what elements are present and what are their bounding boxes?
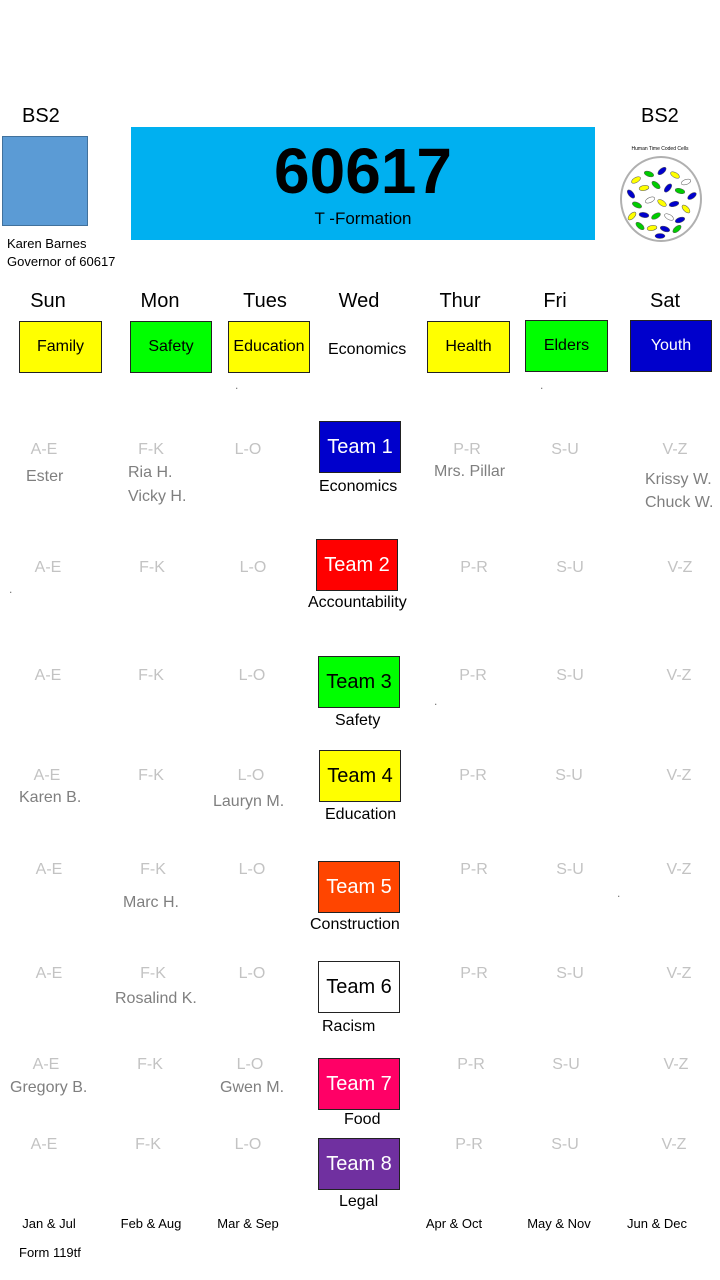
member-name: Rosalind K. xyxy=(115,990,197,1007)
formation-subtitle: T -Formation xyxy=(314,209,412,228)
range-v-z: V-Z xyxy=(661,1136,687,1153)
range-f-k: F-K xyxy=(139,559,165,576)
range-a-e: A-E xyxy=(35,861,63,878)
range-f-k: F-K xyxy=(140,965,166,982)
range-s-u: S-U xyxy=(556,861,584,878)
stray-dot: . xyxy=(9,582,13,596)
member-name: Lauryn M. xyxy=(213,793,285,810)
member-name: Gregory B. xyxy=(10,1079,88,1096)
theme-education: Education xyxy=(228,321,310,373)
zip-code-title: 60617 xyxy=(274,135,452,207)
team-6-box: Team 6 xyxy=(318,961,400,1013)
range-l-o: L-O xyxy=(238,861,266,878)
range-p-r: P-R xyxy=(459,767,487,784)
day-sat: Sat xyxy=(649,290,681,312)
range-v-z: V-Z xyxy=(666,667,692,684)
governor-title: Governor of 60617 xyxy=(7,254,116,269)
day-tues: Tues xyxy=(243,290,287,312)
member-name: Karen B. xyxy=(19,789,82,806)
member-name: Mrs. Pillar xyxy=(434,463,506,480)
month-pair: Apr & Oct xyxy=(425,1216,483,1231)
range-l-o: L-O xyxy=(234,1136,262,1153)
governor-photo-placeholder xyxy=(2,136,88,226)
theme-elders: Elders xyxy=(525,320,608,372)
range-p-r: P-R xyxy=(460,559,488,576)
range-l-o: L-O xyxy=(236,1056,264,1073)
range-f-k: F-K xyxy=(138,767,164,784)
team-5-focus: Construction xyxy=(310,916,400,933)
range-v-z: V-Z xyxy=(666,861,692,878)
range-p-r: P-R xyxy=(459,667,487,684)
range-s-u: S-U xyxy=(556,667,584,684)
team-2-focus: Accountability xyxy=(308,594,407,611)
team-4-focus: Education xyxy=(325,806,397,823)
range-l-o: L-O xyxy=(239,559,267,576)
range-v-z: V-Z xyxy=(662,441,688,458)
theme-youth: Youth xyxy=(630,320,712,372)
bs2-label-right: BS2 xyxy=(641,105,679,127)
range-s-u: S-U xyxy=(551,441,579,458)
member-name: Vicky H. xyxy=(128,488,187,505)
range-l-o: L-O xyxy=(234,441,262,458)
bs2-label-left: BS2 xyxy=(22,105,60,127)
member-name: Krissy W. xyxy=(645,471,712,488)
team-5-box: Team 5 xyxy=(318,861,400,913)
member-name: Chuck W. xyxy=(645,494,714,511)
day-wed: Wed xyxy=(338,290,380,312)
form-number: Form 119tf xyxy=(19,1245,81,1260)
range-l-o: L-O xyxy=(238,965,266,982)
range-f-k: F-K xyxy=(135,1136,161,1153)
day-sun: Sun xyxy=(30,290,66,312)
member-name: Marc H. xyxy=(123,894,179,911)
range-s-u: S-U xyxy=(556,559,584,576)
stray-dot: . xyxy=(617,886,621,900)
title-banner xyxy=(131,127,595,240)
stray-dot: . xyxy=(540,378,544,392)
month-pair: Feb & Aug xyxy=(120,1216,182,1231)
theme-economics: Economics xyxy=(328,341,407,358)
range-a-e: A-E xyxy=(30,441,58,458)
team-1-focus: Economics xyxy=(319,478,398,495)
month-pair: Jun & Dec xyxy=(627,1216,687,1231)
range-v-z: V-Z xyxy=(666,965,692,982)
range-a-e: A-E xyxy=(30,1136,58,1153)
member-name: Gwen M. xyxy=(220,1079,285,1096)
range-f-k: F-K xyxy=(137,1056,163,1073)
theme-family: Family xyxy=(19,321,102,373)
month-pair: May & Nov xyxy=(527,1216,591,1231)
range-p-r: P-R xyxy=(457,1056,485,1073)
range-a-e: A-E xyxy=(35,965,63,982)
range-l-o: L-O xyxy=(237,767,265,784)
range-p-r: P-R xyxy=(460,861,488,878)
theme-health: Health xyxy=(427,321,510,373)
day-mon: Mon xyxy=(140,290,180,312)
range-p-r: P-R xyxy=(455,1136,483,1153)
team-6-focus: Racism xyxy=(322,1018,376,1035)
day-fri: Fri xyxy=(543,290,567,312)
range-l-o: L-O xyxy=(238,667,266,684)
team-7-focus: Food xyxy=(344,1111,381,1128)
range-s-u: S-U xyxy=(551,1136,579,1153)
range-f-k: F-K xyxy=(138,667,164,684)
range-s-u: S-U xyxy=(556,965,584,982)
team-1-box: Team 1 xyxy=(319,421,401,473)
time-coded-cells-icon xyxy=(620,156,702,242)
theme-safety: Safety xyxy=(130,321,212,373)
team-8-box: Team 8 xyxy=(318,1138,400,1190)
range-a-e: A-E xyxy=(32,1056,60,1073)
month-pair: Jan & Jul xyxy=(22,1216,76,1231)
range-v-z: V-Z xyxy=(667,559,693,576)
team-2-box: Team 2 xyxy=(316,539,398,591)
range-a-e: A-E xyxy=(34,667,62,684)
range-f-k: F-K xyxy=(138,441,164,458)
team-8-focus: Legal xyxy=(339,1193,379,1210)
day-thur: Thur xyxy=(439,290,481,312)
team-7-box: Team 7 xyxy=(318,1058,400,1110)
stray-dot: . xyxy=(235,378,239,392)
cells-caption: Human Time Coded Cells xyxy=(631,146,689,152)
range-p-r: P-R xyxy=(453,441,481,458)
range-f-k: F-K xyxy=(140,861,166,878)
team-3-box: Team 3 xyxy=(318,656,400,708)
range-a-e: A-E xyxy=(34,559,62,576)
member-name: Ester xyxy=(26,468,64,485)
governor-name: Karen Barnes xyxy=(7,236,87,251)
member-name: Ria H. xyxy=(128,464,173,481)
range-v-z: V-Z xyxy=(663,1056,689,1073)
range-s-u: S-U xyxy=(552,1056,580,1073)
team-3-focus: Safety xyxy=(335,712,381,729)
range-s-u: S-U xyxy=(555,767,583,784)
range-v-z: V-Z xyxy=(666,767,692,784)
range-p-r: P-R xyxy=(460,965,488,982)
month-pair: Mar & Sep xyxy=(217,1216,279,1231)
stray-dot: . xyxy=(434,694,438,708)
team-4-box: Team 4 xyxy=(319,750,401,802)
range-a-e: A-E xyxy=(33,767,61,784)
